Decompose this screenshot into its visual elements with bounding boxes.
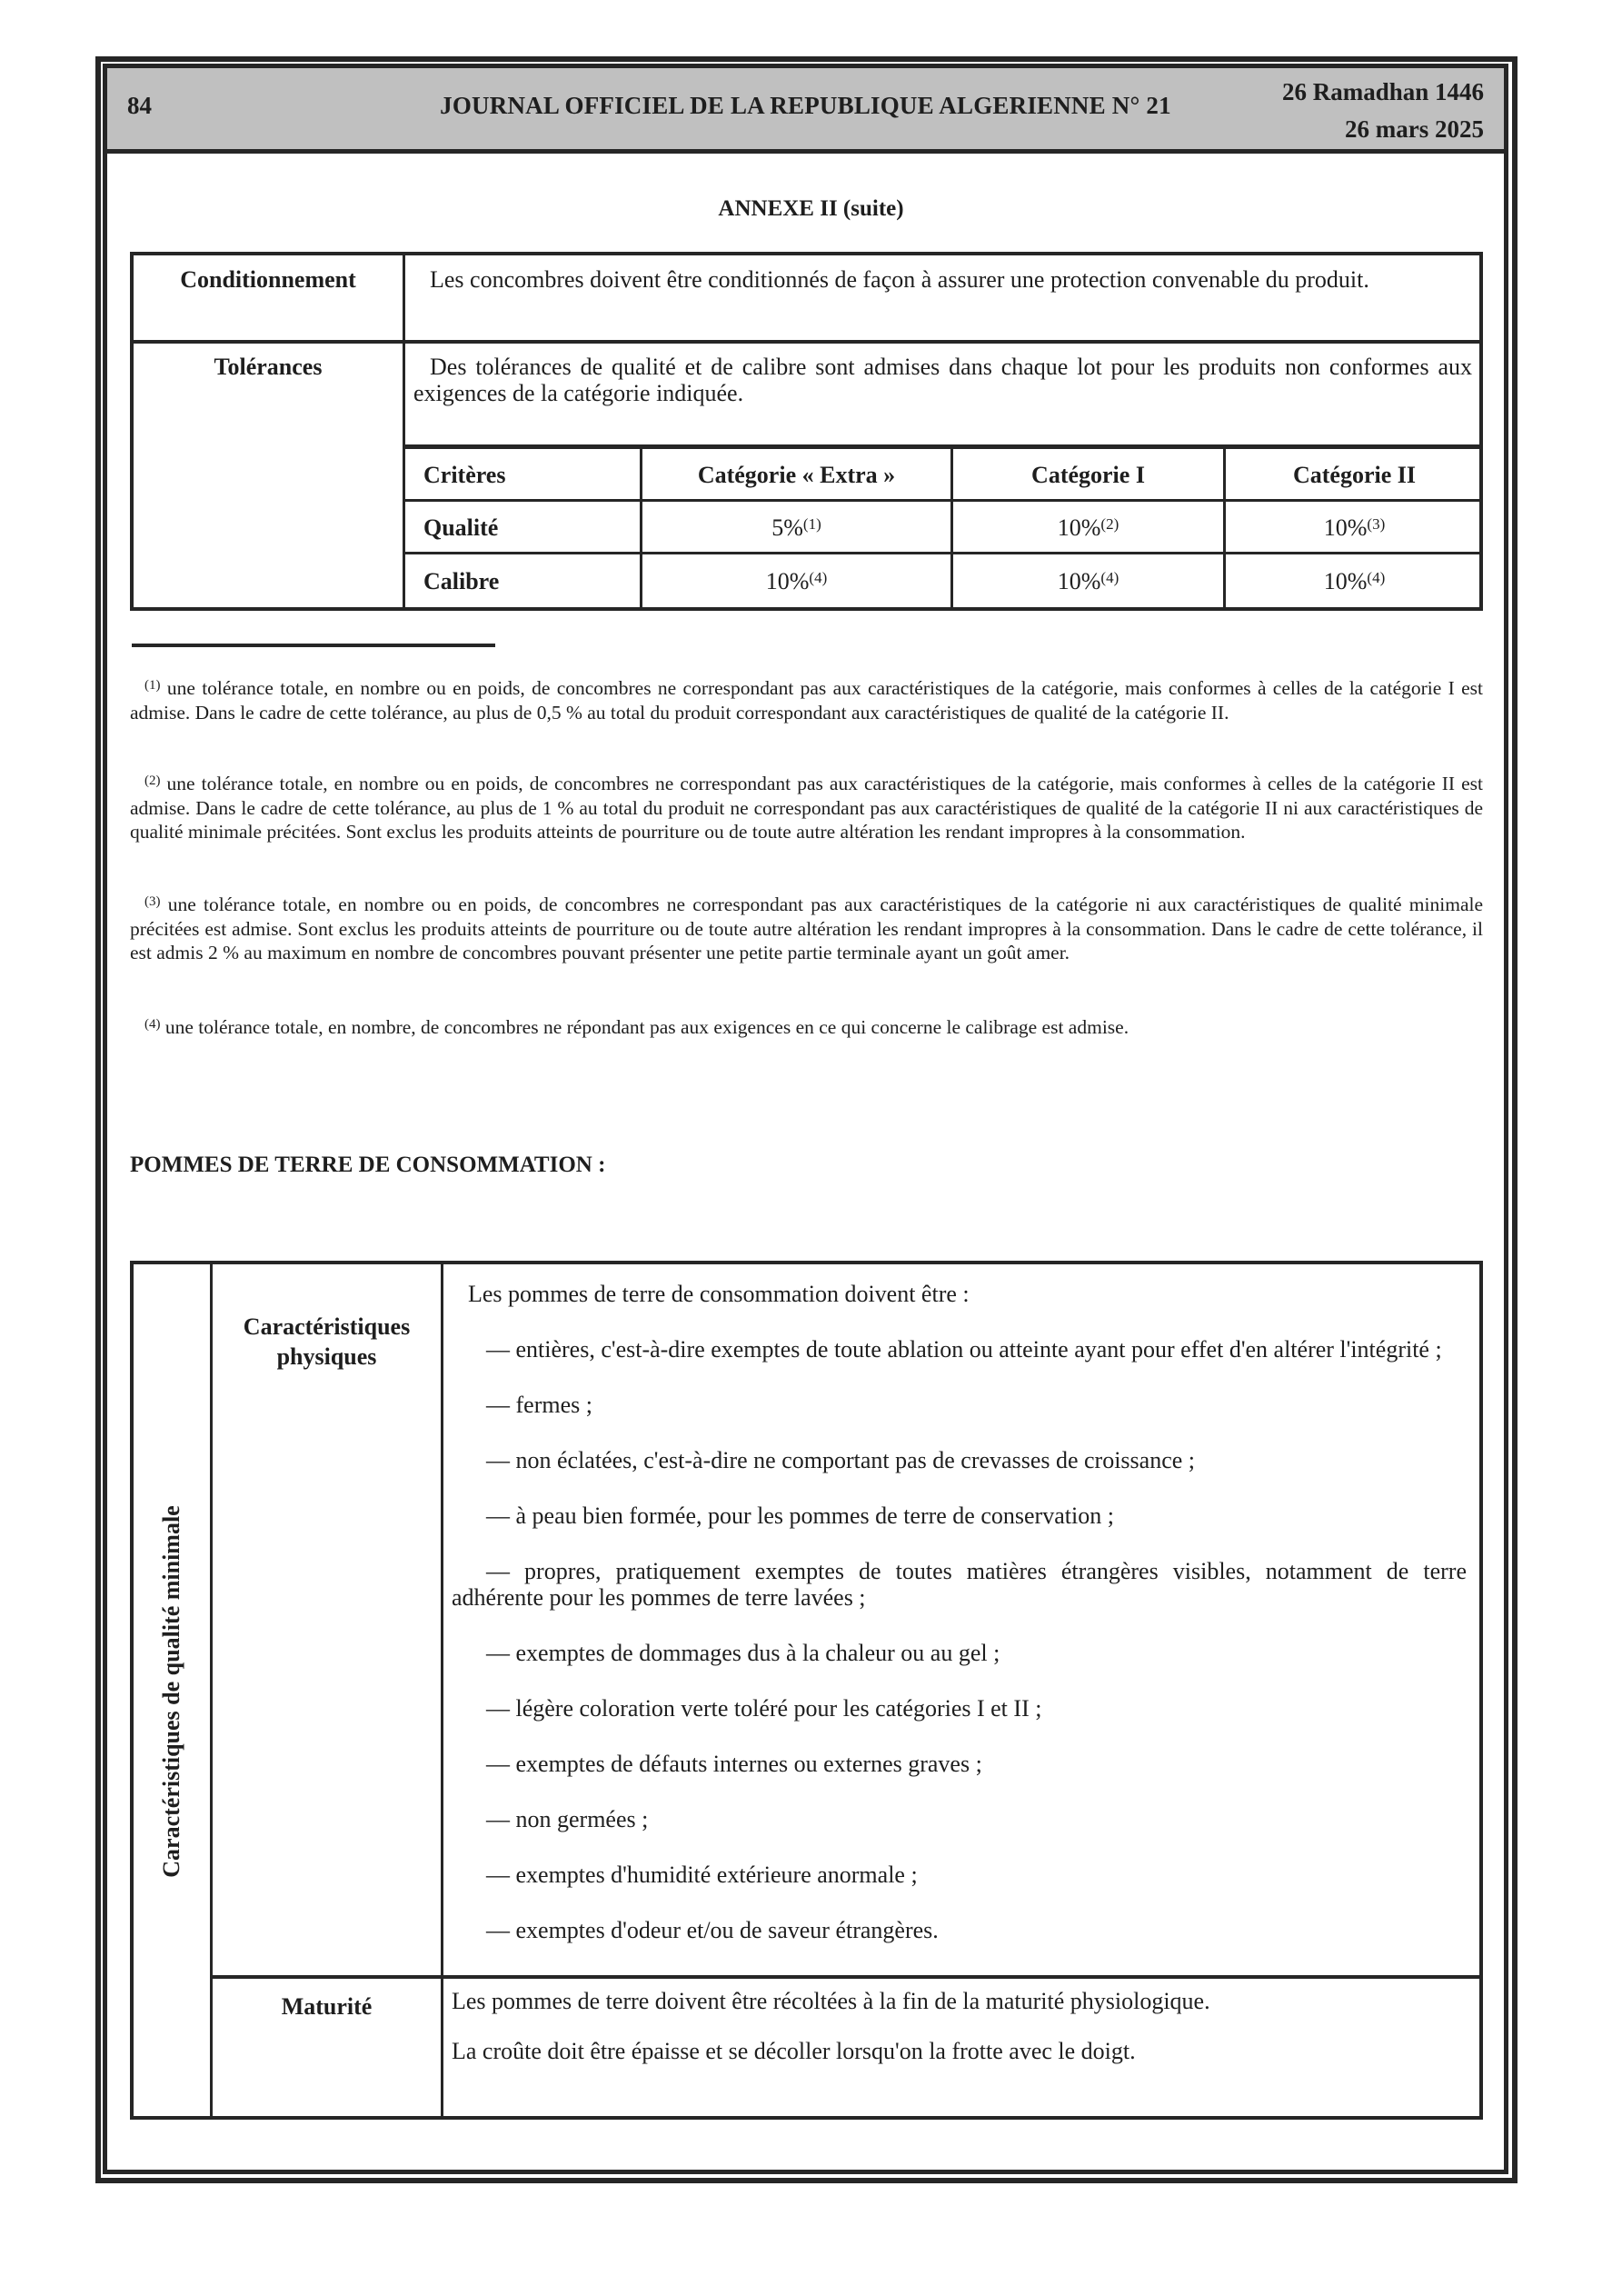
section-title: POMMES DE TERRE DE CONSOMMATION : (130, 1153, 606, 1177)
cucumber-requirements-table (130, 252, 1483, 611)
maturity-text (452, 1988, 1467, 2088)
criterion-calibre: Calibre (423, 568, 500, 594)
footnote-4: $^{(4)}$ une tolérance totale, en nombre, de concombres ne répondant pas aux exigences en ce qui concerne le calibrage est admise. (144, 1016, 1129, 1038)
calibre-cat1: 10%$^{(4)}$ (1057, 568, 1119, 594)
header-criteres: Critères (423, 462, 506, 488)
annex-title: ANNEXE II (suite) (718, 196, 904, 221)
footnote-3: $^{(3)}$ une tolérance totale, en nombre ou en poids, de concombres ne correspondant pas aux caractéristiques de la catégorie ni aux caractéristiques de qualité minimale précitées est admise. Sont exclus les produits atteints de pourriture ou de toute autre altération les rendant impropres à la consommation. Dans le cadre de cette tolérance, il est admis 2 % au maximum en nombre de concombres pouvant présenter une petite partie terminale ayant un goût amer. (130, 893, 1483, 963)
list-item: — légère coloration verte toléré pour les catégories I et II ; (486, 1695, 1042, 1722)
footnote-ref: (4) (809, 569, 828, 586)
footnote-2: $^{(2)}$ une tolérance totale, en nombre ou en poids, de concombres ne correspondant pas aux caractéristiques de la catégorie, mais conformes à celles de la catégorie II est admise. Dans le cadre de cette tolérance, au plus de 1 % au total du produit ne correspondant pas aux caractéristiques de qualité de la catégorie II ni aux caractéristiques de qualité minimale précitées. Sont exclus les produits atteints de pourriture ou de toute autre altération les rendant impropres à la consommation. (130, 773, 1483, 843)
date-gregorian: 26 mars 2025 (1345, 115, 1484, 143)
list-item: — non éclatées, c'est-à-dire ne comportant pas de crevasses de croissance ; (486, 1447, 1196, 1473)
table-divider (405, 552, 1479, 554)
list-item: — exemptes d'humidité extérieure anormale ; (486, 1862, 918, 1888)
criterion-qualite: Qualité (423, 514, 499, 541)
footnote-ref: (4) (1100, 569, 1119, 586)
footnote-1: $^{(1)}$ une tolérance totale, en nombre ou en poids, de concombres ne correspondant pas aux caractéristiques de la catégorie, mais conformes à celles de la catégorie I est admise. Dans le cadre de cette tolérance, au plus de 0,5 % au total du produit correspondant aux caractéristiques de qualité de la catégorie II. (130, 677, 1483, 724)
table-divider (134, 340, 1479, 344)
calibre-extra: 10%$^{(4)}$ (765, 568, 828, 594)
list-item: — entières, c'est-à-dire exemptes de toute ablation ou atteinte ayant pour effet d'en altérer l'intégrité ; (486, 1336, 1442, 1363)
list-item: — à peau bien formée, pour les pommes de terre de conservation ; (486, 1502, 1114, 1529)
table-divider (210, 1264, 213, 2116)
row-label-tolerances: Tolérances (214, 354, 323, 380)
list-item: — exemptes de dommages dus à la chaleur ou au gel ; (486, 1640, 1000, 1666)
page-number: 84 (127, 92, 152, 119)
footnote-ref: (3) (1367, 515, 1386, 533)
journal-title: JOURNAL OFFICIEL DE LA REPUBLIQUE ALGERIENNE N° 21 (440, 92, 1171, 119)
maturity-line: La croûte doit être épaisse et se décoller lorsqu'on la frotte avec le doigt. (452, 2038, 1136, 2064)
list-item: — propres, pratiquement exemptes de toutes matières étrangères visibles, notamment de terre adhérente pour les pommes de terre lavées ; (452, 1558, 1467, 1611)
list-item: — fermes ; (486, 1392, 592, 1418)
header-categorie-1: Catégorie I (1031, 462, 1145, 488)
journal-header (107, 68, 1504, 154)
date-hijri: 26 Ramadhan 1446 (1281, 78, 1484, 105)
label-physical-characteristics: Caractéristiques physiques (243, 1313, 411, 1370)
footnote-ref: (4) (1367, 569, 1386, 586)
tolerances-text: Des tolérances de qualité et de calibre sont admises dans chaque lot pour les produits non conformes aux exigences de la catégorie indiquée. (413, 354, 1472, 406)
issue-date (1282, 74, 1484, 148)
qualite-cat2: 10%$^{(3)}$ (1323, 514, 1386, 541)
row-label-conditionnement: Conditionnement (180, 266, 356, 293)
table-divider (441, 1264, 443, 2116)
header-categorie-2: Catégorie II (1292, 462, 1416, 488)
conditionnement-text: Les concombres doivent être conditionnés de façon à assurer une protection convenable du produit. (430, 266, 1369, 293)
label-maturity: Maturité (281, 1993, 373, 2020)
list-item: — exemptes d'odeur et/ou de saveur étrangères. (486, 1917, 939, 1943)
maturity-line: Les pommes de terre doivent être récoltées à la fin de la maturité physiologique. (452, 1988, 1210, 2014)
list-intro: Les pommes de terre de consommation doivent être : (468, 1281, 970, 1307)
header-categorie-extra: Catégorie « Extra » (697, 462, 896, 488)
footnote-ref: (1) (802, 515, 821, 533)
physical-characteristics-list (452, 1281, 1467, 1943)
list-item: — non germées ; (486, 1806, 649, 1832)
tolerances-subtable (405, 444, 1479, 607)
table-divider (405, 499, 1479, 502)
footnote-separator (132, 644, 495, 647)
vertical-label-minimum-quality: Caractéristiques de qualité minimale (158, 1505, 184, 1878)
qualite-extra: 5%$^{(1)}$ (771, 514, 821, 541)
table-divider (210, 1975, 1479, 1979)
footnote-ref: (2) (1100, 515, 1119, 533)
qualite-cat1: 10%$^{(2)}$ (1057, 514, 1119, 541)
potato-requirements-table (130, 1261, 1483, 2120)
calibre-cat2: 10%$^{(4)}$ (1323, 568, 1386, 594)
list-item: — exemptes de défauts internes ou externes graves ; (486, 1751, 982, 1777)
